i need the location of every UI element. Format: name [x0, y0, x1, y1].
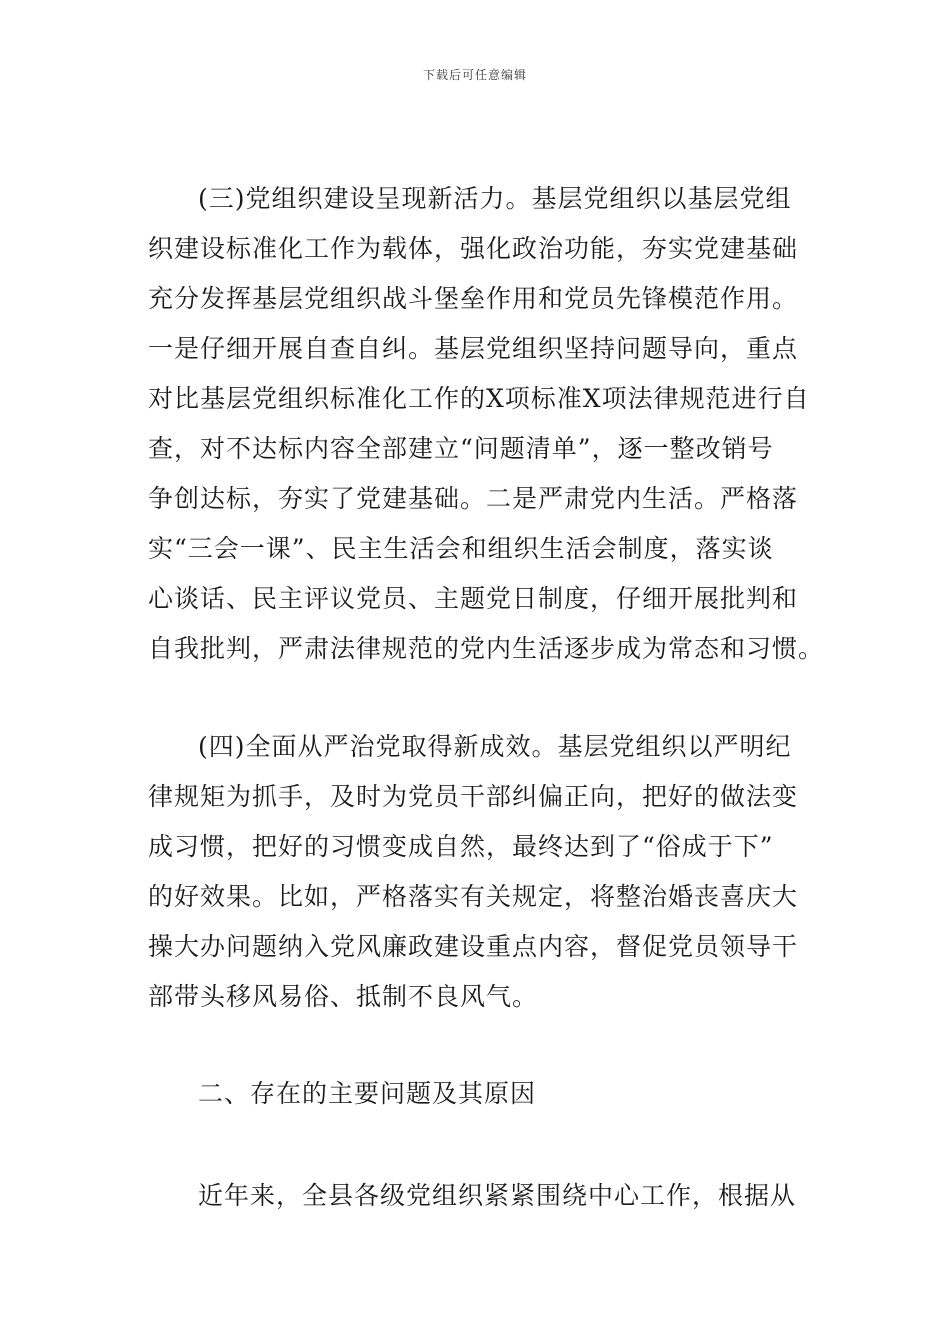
paragraph-4-line: 部带头移风易俗、抵制不良风气。: [148, 982, 539, 1011]
paragraph-3-line: 自我批判，严肃法律规范的党内生活逐步成为常态和习惯。: [148, 634, 825, 663]
paragraph-4-line: 成习惯，把好的习惯变成自然，最终达到了“俗成于下”: [148, 832, 774, 861]
paragraph-4-line: 律规矩为抓手，及时为党员干部纠偏正向，把好的做法变: [148, 782, 799, 811]
page-header-note: 下载后可任意编辑: [422, 68, 527, 82]
paragraph-3-line: 查，对不达标内容全部建立“问题清单”，逐一整改销号: [148, 434, 774, 463]
paragraph-3-line: 对比基层党组织标准化工作的X项标准X项法律规范进行自: [148, 384, 810, 413]
paragraph-4-line: 操大办问题纳入党风廉政建设重点内容，督促党员领导干: [148, 932, 799, 961]
paragraph-4-line: 的好效果。比如，严格落实有关规定，将整治婚丧喜庆大: [148, 882, 799, 911]
section-heading: 二、存在的主要问题及其原因: [198, 1079, 537, 1108]
paragraph-3-line: 心谈话、民主评议党员、主题党日制度，仔细开展批判和: [148, 584, 799, 613]
paragraph-3-line: 争创达标，夯实了党建基础。二是严肃党内生活。严格落: [148, 484, 799, 513]
paragraph-5-line: 近年来，全县各级党组织紧紧围绕中心工作，根据从: [198, 1181, 797, 1210]
paragraph-3-line: 一是仔细开展自查自纠。基层党组织坚持问题导向，重点: [148, 334, 799, 363]
paragraph-3-line: (三)党组织建设呈现新活力。基层党组织以基层党组: [198, 184, 792, 213]
paragraph-3-line: 充分发挥基层党组织战斗堡垒作用和党员先锋模范作用。: [148, 284, 799, 313]
paragraph-4-line: (四)全面从严治党取得新成效。基层党组织以严明纪: [198, 732, 792, 761]
paragraph-3-line: 织建设标准化工作为载体，强化政治功能，夯实党建基础: [148, 234, 799, 263]
paragraph-3-line: 实“三会一课”、民主生活会和组织生活会制度，落实谈: [148, 534, 774, 563]
